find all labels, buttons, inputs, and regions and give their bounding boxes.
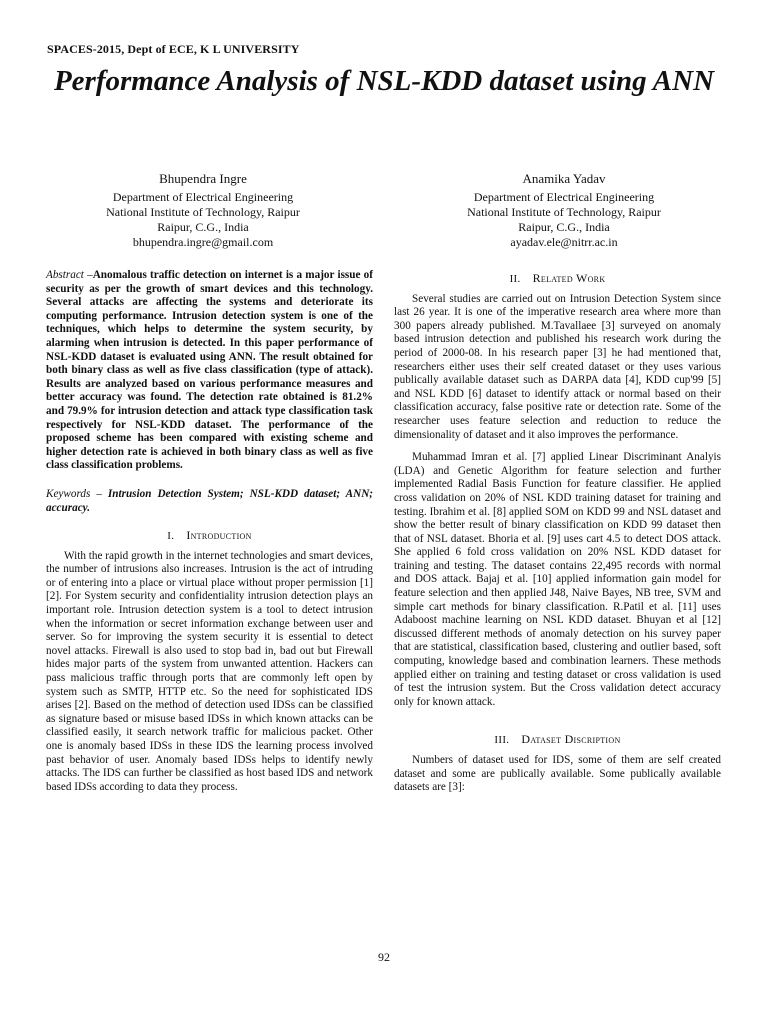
paper-title: Performance Analysis of NSL-KDD dataset using ANN bbox=[53, 65, 715, 97]
related-work-paragraph: Muhammad Imran et al. [7] applied Linear Discriminant Analyis (LDA) and Genetic Algorithm for feature selection and further implemented Radial Basis Function for feature classifier. He applied cross validation on 20% of NSL KDD training dataset for training and testing. Ibrahim et al. [8] applied SOM on KDD 99 and NSL dataset and show the better result of binary classification on KDD 99 dataset then that of NSL dataset. Bhoria et al. [9] uses cart 4.5 to detect DOS attack. She applied 6 fold cross validation on 20% NSL KDD dataset for training and testing. The dataset contains 22,495 records with normal and DOS attack. Bajaj et al. [10] applied information gain model for feature selection and then applied J48, Naive Bayes, NB tree, SVM and simple cart methods for binary classification. R.Patil et al. [11] uses Adaboost machine learning on NSL KDD dataset. Bhuyan et al [12] discussed different methods of anomaly detection on his survey paper that are statistical, classification based, clustering and outlier based, soft computing, knowledge based and combination learners. These methods applied either on training and testing dataset or cross validation is used of test the intrusion system. But the Cross validation detect accuracy only for known attack. bbox=[394, 451, 721, 708]
section-title: Related Work bbox=[532, 271, 606, 285]
author-location: Raipur, C.G., India bbox=[518, 220, 610, 234]
author-name: Anamika Yadav bbox=[522, 171, 606, 186]
introduction-paragraph: With the rapid growth in the internet technologies and smart devices, the number of intrusions also increases. Intrusion is the act of intruding or of entering into a place or virtual place without proper permission [1] [2]. For System security and confidentiality intrusion detection plays an important role. Intrusion detection system is a tool to detect intrusion when the information or secret information exchange between user and server. So for improving the system security it is essential to detect novel attacks. Firewall is also used to stop bad in, bad out but Firewall hides major parts of the system from unwanted attention. Hackers can pass malicious traffic through ports that are commonly left open by system such as SMTP, HTTP etc. So the need for sophisticated IDS arises [2]. Based on the method of detection used IDSs can be classified as signature based or misuse based IDSs in which known attacks can be classified easily, it search network traffic for malicious packet. Other one is anomaly based IDSs in these IDS the learning process involved past behavior of user. Anomaly based IDSs helps to identify newly attacks. The IDS can further be classified as host based IDS and network based IDSs according to data they process. bbox=[46, 549, 373, 793]
abstract-label: Abstract – bbox=[46, 269, 93, 281]
author-email: ayadav.ele@nitrr.ac.in bbox=[510, 235, 618, 249]
author-department: Department of Electrical Engineering bbox=[112, 190, 294, 204]
author-location: Raipur, C.G., India bbox=[157, 220, 249, 234]
keywords bbox=[46, 488, 373, 515]
keywords-text: Intrusion Detection System; NSL-KDD dataset; ANN; accuracy. bbox=[46, 487, 374, 514]
related-work-paragraph: Several studies are carried out on Intrusion Detection System since last 26 year. It is one of the imperative research area where more than 300 papers already published. M.Tavallaee [3] surveyed on anomaly based intrusion detection and published his research work during the period of 2000-08. In his research paper [3] he had mentioned that, researchers either uses their self created dataset or they uses various publically available dataset such as DARPA data [4], KDD cup'99 [5] and NSL KDD [6] dataset to identify attack or normal based on their classification accuracy, false positive rate or detection rate. Some of the researcher uses feature selection and reduction to reduce the dimensionality of dataset and it also improves the performance. bbox=[394, 292, 721, 441]
right-column bbox=[394, 269, 721, 795]
conference-header: SPACES-2015, Dept of ECE, K L UNIVERSITY bbox=[47, 42, 300, 56]
section-number: II. bbox=[509, 273, 521, 285]
section-number: I. bbox=[167, 530, 175, 543]
keywords-label: Keywords – bbox=[46, 487, 102, 500]
page-number: 92 bbox=[378, 950, 390, 964]
section-heading-related-work bbox=[394, 272, 721, 287]
author-email: bhupendra.ingre@gmail.com bbox=[132, 235, 274, 249]
section-heading-dataset-description bbox=[394, 733, 721, 748]
section-title: Dataset Discription bbox=[521, 732, 621, 747]
left-column bbox=[46, 269, 373, 794]
dataset-paragraph: Numbers of dataset used for IDS, some of them are self created dataset and some are publically available. Some publically available datasets are [3]: bbox=[394, 754, 721, 794]
author-2 bbox=[414, 171, 714, 250]
author-institute: National Institute of Technology, Raipur bbox=[106, 205, 300, 219]
section-title: Introduction bbox=[186, 528, 252, 543]
author-institute: National Institute of Technology, Raipur bbox=[467, 205, 661, 219]
section-number: III. bbox=[494, 734, 510, 747]
abstract-text: Anomalous traffic detection on internet is a major issue of security as per the growth of smart devices and this technology. Several attacks are affecting the systems and deteriorate its computing performance. Intrusion detection system is one of the techniques, which helps to determine the system security, by alarming when intrusion is detected. In this paper performance of NSL-KDD dataset is evaluated using ANN. The result obtained for both binary class as well as five class classification (type of attack). Results are analyzed based on various performance measures and better accuracy was found. The detection rate obtained is 81.2% and 79.9% for intrusion detection and attack type classification task respectively for NSL-KDD dataset. The performance of the proposed scheme has been compared with existing scheme and higher detection rate is achieved in both binary class as well as five class classification problems. bbox=[46, 269, 373, 472]
section-heading-introduction bbox=[46, 529, 373, 544]
author-name: Bhupendra Ingre bbox=[159, 171, 247, 186]
author-department: Department of Electrical Engineering bbox=[473, 190, 655, 204]
author-1 bbox=[53, 171, 353, 250]
abstract bbox=[46, 269, 373, 473]
